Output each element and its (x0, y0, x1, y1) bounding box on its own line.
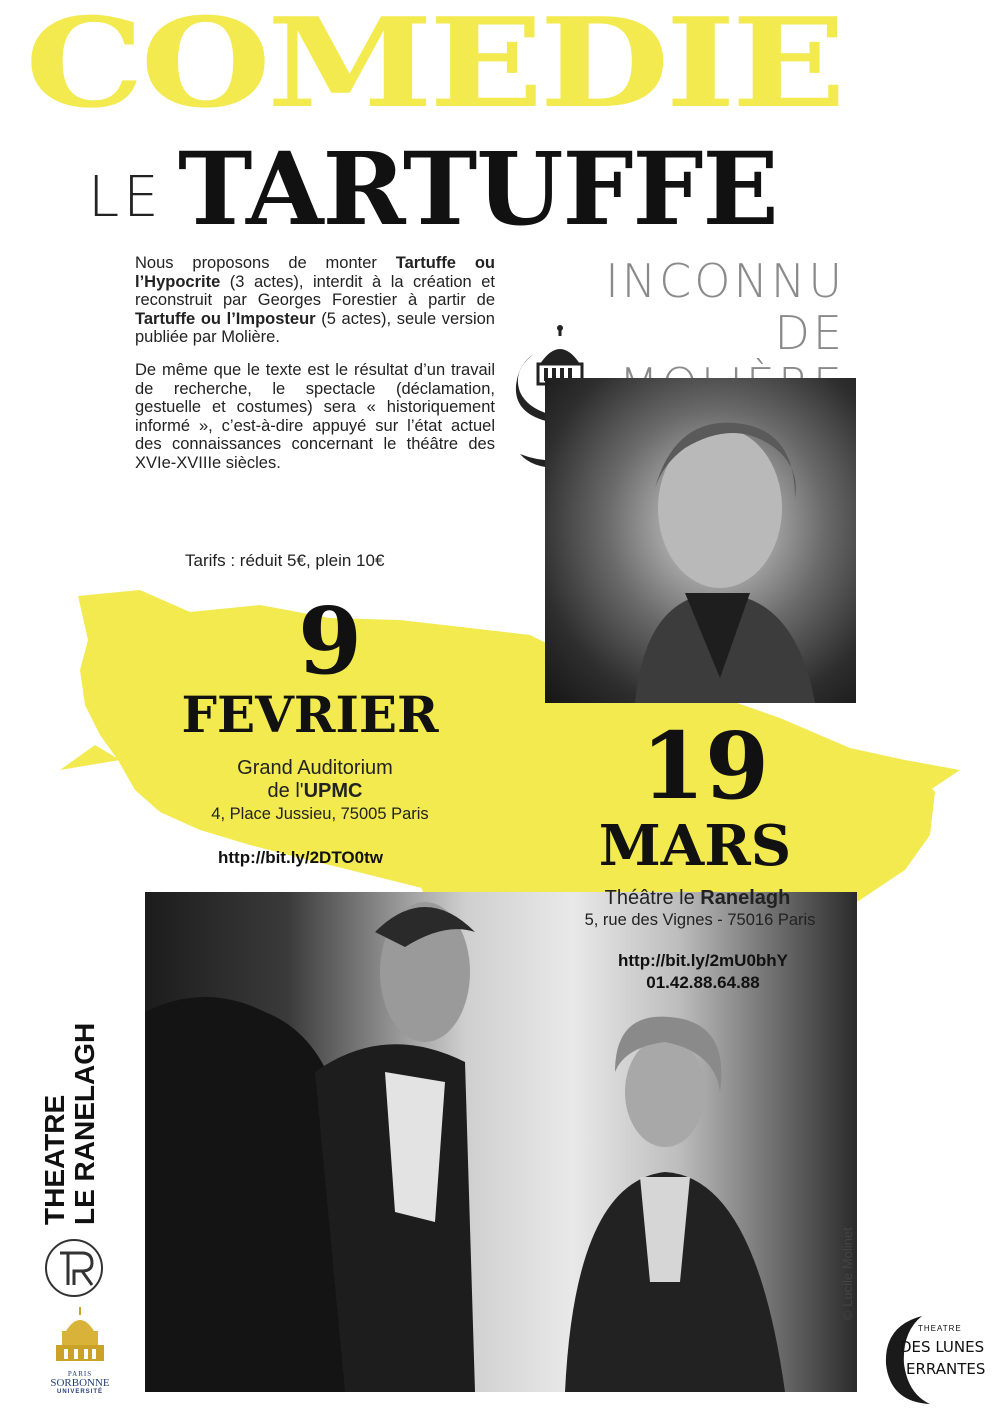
sorbonne-logo (40, 1305, 120, 1395)
venue-text: Théâtre le (604, 887, 701, 909)
date2-address: 5, rue des Vignes - 75016 Paris (584, 911, 816, 929)
photo-credit: © Lucile Molinet (840, 1227, 855, 1320)
date1-month: FEVRIER (181, 685, 439, 744)
desc-text: (5 actes), seule version publiée par Molière. (135, 309, 495, 347)
sorbonne-line1: PARIS (67, 1370, 93, 1378)
troupe-line1: THEATRE (918, 1324, 962, 1333)
desc-text: Nous proposons de monter (135, 254, 396, 272)
venue-text: de l' (267, 780, 304, 802)
date2-venue (565, 887, 830, 910)
troupe-line3: ERRANTES (906, 1360, 986, 1378)
ranelagh-line2: LE RANELAGH (69, 1022, 100, 1225)
lunes-errantes-logo (878, 1310, 986, 1410)
troupe-line2: DES LUNES (900, 1338, 985, 1356)
date1-venue-line2 (195, 780, 435, 803)
venue-bold: Ranelagh (700, 887, 791, 909)
date1-venue-line1: Grand Auditorium (237, 757, 393, 779)
description (135, 254, 495, 487)
sorbonne-line3: UNIVERSITÉ (56, 1389, 103, 1395)
date2-month: MARS (598, 813, 792, 879)
ranelagh-line1: THEATRE (39, 1094, 70, 1225)
sorbonne-dome-logo-icon (50, 1305, 110, 1365)
portrait-silhouette (545, 378, 856, 703)
tarifs: Tarifs : réduit 5€, plein 10€ (185, 551, 385, 570)
description-paragraph-2: De même que le texte est le résultat d’un travail de recherche, le spectacle (déclamation, gestuelle et costumes) sera « historiquement informé », c’est-à-dire appuyé sur l’état actuel des connaissances concernant le théâtre des XVIe-XVIIIe siècles. (135, 360, 495, 472)
desc-text: (3 actes), interdit à la création et reconstruit par Georges Forestier à partir de (135, 272, 495, 310)
sorbonne-line2: SORBONNE (50, 1377, 110, 1389)
date1-day: 9 (297, 587, 362, 695)
subtitle-line1: INCONNU DE (605, 254, 845, 360)
actress-portrait-photo (545, 378, 856, 703)
desc-bold-title-1: Tartuffe ou l’Hypocrite (135, 254, 495, 291)
date2-phone: 01.42.88.64.88 (646, 973, 760, 992)
title-prefix: LE (88, 165, 163, 230)
date1-link[interactable]: http://bit.ly/2DTO0tw (218, 848, 383, 867)
description-paragraph-1 (135, 254, 495, 347)
venue-bold: UPMC (303, 780, 363, 802)
tr-monogram-logo-icon (42, 1235, 106, 1301)
date2-link[interactable]: http://bit.ly/2mU0bhY (618, 951, 788, 970)
date1-address: 4, Place Jussieu, 75005 Paris (211, 805, 429, 823)
desc-bold-title-2: Tartuffe ou l’Imposteur (135, 309, 316, 328)
headline-comedie: COMEDIE (25, 0, 842, 136)
date1-venue (195, 757, 435, 803)
date2-contact (603, 950, 803, 994)
date2-day: 19 (640, 712, 770, 820)
title-tartuffe: TARTUFFE (178, 130, 778, 248)
ranelagh-vertical-text (40, 1023, 100, 1225)
